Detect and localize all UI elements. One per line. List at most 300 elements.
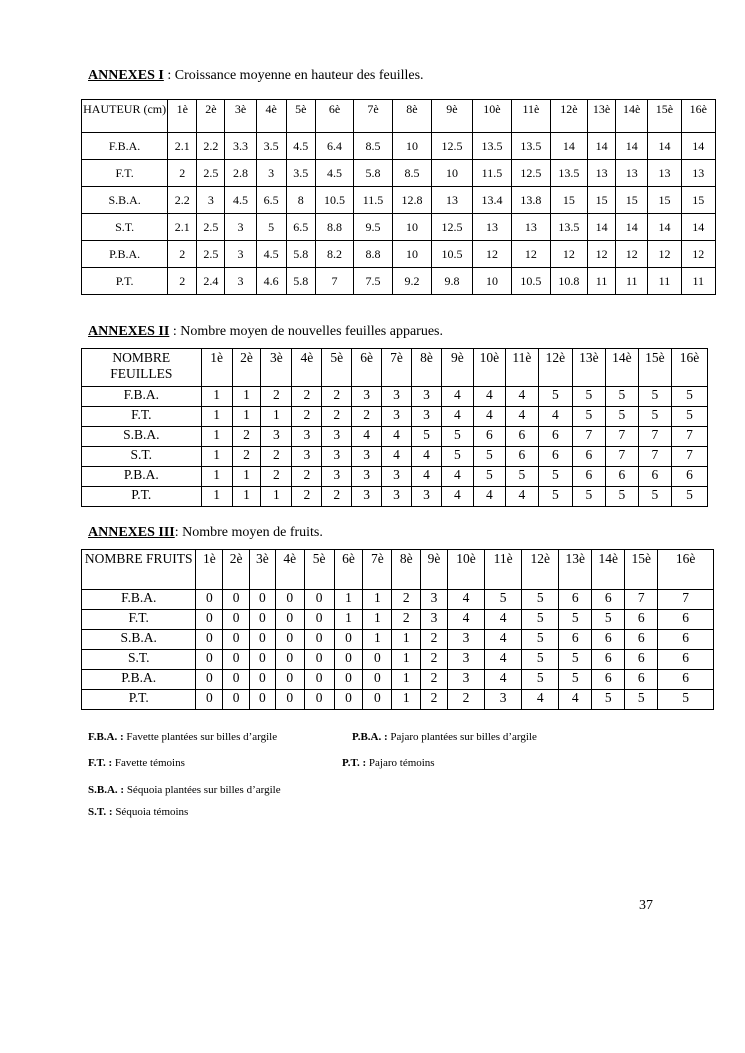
- table-cell: 2: [168, 268, 197, 295]
- table-cell: 3: [447, 650, 484, 670]
- row-label: F.B.A.: [82, 590, 196, 610]
- table-cell: 2.5: [197, 214, 225, 241]
- table-cell: 4: [538, 407, 572, 427]
- table-cell: 3: [352, 387, 382, 407]
- table-cell: 5: [605, 407, 638, 427]
- table-cell: 3.5: [256, 133, 286, 160]
- table-cell: 6: [572, 467, 605, 487]
- table-cell: 2.2: [197, 133, 225, 160]
- table-cell: 2: [447, 690, 484, 710]
- table-cell: 0: [223, 690, 250, 710]
- table-cell: 0: [223, 650, 250, 670]
- column-header: 13è: [572, 349, 605, 387]
- table-cell: 1: [201, 447, 232, 467]
- annex2-heading: ANNEXES II: [88, 324, 170, 339]
- table-cell: 15: [588, 187, 616, 214]
- table-cell: 4: [485, 630, 522, 650]
- column-header: 15è: [638, 349, 671, 387]
- table-cell: 10.5: [512, 268, 550, 295]
- table-cell: 8.2: [315, 241, 353, 268]
- table-cell: 2: [322, 387, 352, 407]
- table-cell: 10: [432, 160, 473, 187]
- table-cell: 14: [550, 133, 587, 160]
- table-cell: 2: [421, 650, 448, 670]
- legend-ft-abbr: F.T. :: [88, 757, 113, 769]
- table-cell: 4: [485, 650, 522, 670]
- row-label: S.T.: [82, 447, 202, 467]
- table-cell: 2: [421, 670, 448, 690]
- table-cell: 14: [616, 214, 648, 241]
- legend-sba-abbr: S.B.A. :: [88, 784, 125, 796]
- table-cell: 6.5: [286, 214, 315, 241]
- table-cell: 13: [432, 187, 473, 214]
- table-cell: 7: [625, 590, 658, 610]
- row-label: F.B.A.: [82, 387, 202, 407]
- legend-ft-text: Favette témoins: [112, 757, 185, 769]
- table-cell: 3: [485, 690, 522, 710]
- table-cell: 0: [250, 670, 276, 690]
- table-cell: 3: [322, 447, 352, 467]
- table-cell: 6: [505, 447, 538, 467]
- table-cell: 3.5: [286, 160, 315, 187]
- table-cell: 4: [447, 610, 484, 630]
- page-number: 37: [639, 898, 653, 913]
- legend-pt-text: Pajaro témoins: [366, 757, 435, 769]
- table-cell: 11: [681, 268, 715, 295]
- table-cell: 2: [292, 487, 322, 507]
- column-header: 16è: [671, 349, 707, 387]
- table-cell: 2.5: [197, 160, 225, 187]
- table-cell: 1: [232, 387, 261, 407]
- annex3-heading: ANNEXES III: [88, 525, 175, 540]
- legend-st-abbr: S.T. :: [88, 806, 113, 818]
- column-header: 5è: [304, 550, 334, 590]
- table-cell: 8: [286, 187, 315, 214]
- table-cell: 2.2: [168, 187, 197, 214]
- table-cell: 12: [648, 241, 681, 268]
- table-cell: 3: [322, 427, 352, 447]
- column-header: 7è: [382, 349, 412, 387]
- table-cell: 4: [441, 407, 473, 427]
- table-cell: 7.5: [354, 268, 392, 295]
- column-header: 3è: [225, 100, 256, 133]
- table-cell: 13.8: [512, 187, 550, 214]
- table-row: [82, 241, 716, 268]
- table-cell: 2: [392, 590, 421, 610]
- table-cell: 1: [363, 590, 392, 610]
- table-cell: 1: [232, 467, 261, 487]
- table-cell: 0: [275, 650, 304, 670]
- table-cell: 10: [472, 268, 511, 295]
- row-label: F.T.: [82, 407, 202, 427]
- column-header: 12è: [522, 550, 559, 590]
- column-header: 12è: [550, 100, 587, 133]
- column-header: 15è: [625, 550, 658, 590]
- table-cell: 5: [522, 590, 559, 610]
- table-cell: 0: [363, 650, 392, 670]
- table-cell: 1: [363, 610, 392, 630]
- table-cell: 2: [168, 160, 197, 187]
- table-cell: 2.5: [197, 241, 225, 268]
- table-cell: 13.5: [472, 133, 511, 160]
- table-cell: 4: [382, 447, 412, 467]
- table-cell: 0: [304, 650, 334, 670]
- table-cell: 2: [232, 447, 261, 467]
- column-header: 3è: [261, 349, 292, 387]
- header-label-cell: NOMBRE FEUILLES: [82, 349, 202, 387]
- table-cell: 2: [292, 407, 322, 427]
- table-cell: 3: [412, 487, 442, 507]
- table-cell: 6.4: [315, 133, 353, 160]
- table-cell: 3: [352, 467, 382, 487]
- table-cell: 10: [392, 214, 431, 241]
- table-cell: 4: [441, 487, 473, 507]
- table-cell: 2.1: [168, 214, 197, 241]
- table-cell: 5: [572, 407, 605, 427]
- table-cell: 4: [473, 407, 505, 427]
- table-cell: 8.8: [354, 241, 392, 268]
- column-header: 14è: [616, 100, 648, 133]
- table-cell: 3: [352, 487, 382, 507]
- column-header: 1è: [168, 100, 197, 133]
- table-cell: 4.5: [286, 133, 315, 160]
- table-cell: 3: [421, 590, 448, 610]
- table-cell: 1: [201, 487, 232, 507]
- header-label-cell: NOMBRE FRUITS: [82, 550, 196, 590]
- column-header: 8è: [392, 100, 431, 133]
- table-row: [82, 650, 714, 670]
- table-cell: 8.5: [392, 160, 431, 187]
- legend-pba-text: Pajaro plantées sur billes d’argile: [387, 731, 537, 743]
- table-cell: 0: [275, 670, 304, 690]
- table-cell: 6: [592, 590, 625, 610]
- table-cell: 9.8: [432, 268, 473, 295]
- table-cell: 0: [223, 590, 250, 610]
- table-cell: 0: [196, 590, 223, 610]
- table-cell: 2: [292, 467, 322, 487]
- legend-fba-abbr: F.B.A. :: [88, 731, 124, 743]
- legend-pba-abbr: P.B.A. :: [352, 731, 388, 743]
- table-cell: 13: [588, 160, 616, 187]
- table-cell: 0: [196, 650, 223, 670]
- table-cell: 0: [223, 630, 250, 650]
- annex2-caption: : Nombre moyen de nouvelles feuilles apparues.: [169, 324, 444, 339]
- table-cell: 2: [421, 690, 448, 710]
- table-cell: 6: [658, 630, 714, 650]
- column-header: 7è: [354, 100, 392, 133]
- table-row: [82, 407, 708, 427]
- table-cell: 7: [658, 590, 714, 610]
- table-cell: 12.5: [512, 160, 550, 187]
- table-cell: 6: [473, 427, 505, 447]
- table-cell: 14: [616, 133, 648, 160]
- column-header: 4è: [292, 349, 322, 387]
- table-cell: 12.5: [432, 214, 473, 241]
- legend-st-text: Séquoia témoins: [112, 806, 189, 818]
- table-cell: 11.5: [354, 187, 392, 214]
- table-cell: 0: [334, 650, 363, 670]
- table-cell: 0: [304, 690, 334, 710]
- annex1-heading: ANNEXES I: [88, 68, 164, 83]
- column-header: 1è: [196, 550, 223, 590]
- table-cell: 6.5: [256, 187, 286, 214]
- table-cell: 6: [572, 447, 605, 467]
- table-cell: 4: [485, 670, 522, 690]
- table-cell: 3: [292, 447, 322, 467]
- table-cell: 2: [392, 610, 421, 630]
- table-cell: 2: [261, 447, 292, 467]
- row-label: S.T.: [82, 214, 168, 241]
- legend-ft: [88, 757, 185, 769]
- table-cell: 6: [638, 467, 671, 487]
- column-header: 3è: [250, 550, 276, 590]
- legend-fba-text: Favette plantées sur billes d’argile: [123, 731, 278, 743]
- table-cell: 3: [292, 427, 322, 447]
- table-cell: 7: [315, 268, 353, 295]
- table-cell: 5: [658, 690, 714, 710]
- table-cell: 10.5: [315, 187, 353, 214]
- table-cell: 5: [671, 487, 707, 507]
- table-cell: 3: [352, 447, 382, 467]
- table-cell: 4: [473, 387, 505, 407]
- table-cell: 6: [625, 670, 658, 690]
- annex1-title: [88, 68, 424, 84]
- table-cell: 5: [671, 387, 707, 407]
- table-cell: 5: [671, 407, 707, 427]
- table-cell: 0: [250, 630, 276, 650]
- legend-fba: [88, 731, 277, 743]
- table-cell: 0: [334, 630, 363, 650]
- row-label: P.T.: [82, 487, 202, 507]
- header-row: [82, 349, 708, 387]
- table-cell: 0: [304, 590, 334, 610]
- table-cell: 4.5: [256, 241, 286, 268]
- column-header: 12è: [538, 349, 572, 387]
- table-cell: 4: [559, 690, 592, 710]
- table-cell: 3: [447, 670, 484, 690]
- column-header: 8è: [412, 349, 442, 387]
- header-row: [82, 100, 716, 133]
- table-cell: 0: [334, 690, 363, 710]
- table-cell: 3.3: [225, 133, 256, 160]
- legend-st: [88, 806, 188, 818]
- table-cell: 0: [275, 590, 304, 610]
- table-cell: 1: [334, 610, 363, 630]
- table-row: [82, 630, 714, 650]
- table-cell: 1: [201, 387, 232, 407]
- table-cell: 13.5: [512, 133, 550, 160]
- table-cell: 4: [412, 467, 442, 487]
- column-header: 13è: [588, 100, 616, 133]
- table-cell: 4: [485, 610, 522, 630]
- annex1-caption: : Croissance moyenne en hauteur des feuilles.: [163, 68, 424, 83]
- row-label: S.B.A.: [82, 427, 202, 447]
- table-cell: 1: [261, 487, 292, 507]
- table-cell: 0: [275, 690, 304, 710]
- table-cell: 10.5: [432, 241, 473, 268]
- column-header: 14è: [605, 349, 638, 387]
- table-cell: 1: [232, 407, 261, 427]
- table-cell: 15: [616, 187, 648, 214]
- table-cell: 0: [223, 670, 250, 690]
- table-cell: 6: [559, 630, 592, 650]
- table-cell: 1: [261, 407, 292, 427]
- row-label: P.B.A.: [82, 670, 196, 690]
- column-header: 11è: [512, 100, 550, 133]
- column-header: 9è: [441, 349, 473, 387]
- table-cell: 6: [658, 650, 714, 670]
- table-cell: 0: [363, 690, 392, 710]
- table-cell: 15: [681, 187, 715, 214]
- table-cell: 4: [505, 407, 538, 427]
- table-cell: 0: [196, 630, 223, 650]
- table-cell: 12: [550, 241, 587, 268]
- table-cell: 13.5: [550, 160, 587, 187]
- column-header: 9è: [432, 100, 473, 133]
- table-cell: 9.5: [354, 214, 392, 241]
- table-cell: 12: [472, 241, 511, 268]
- table-cell: 12.8: [392, 187, 431, 214]
- table-cell: 12: [588, 241, 616, 268]
- table-cell: 9.2: [392, 268, 431, 295]
- column-header: 8è: [392, 550, 421, 590]
- column-header: 14è: [592, 550, 625, 590]
- table-cell: 14: [648, 133, 681, 160]
- legend-pba: [352, 731, 537, 743]
- table-row: [82, 214, 716, 241]
- table-cell: 5.8: [354, 160, 392, 187]
- table-row: [82, 670, 714, 690]
- table-cell: 5: [605, 387, 638, 407]
- table-cell: 5: [559, 610, 592, 630]
- table-cell: 2: [322, 487, 352, 507]
- annex3-caption: : Nombre moyen de fruits.: [174, 525, 323, 540]
- column-header: 10è: [472, 100, 511, 133]
- column-header: 6è: [315, 100, 353, 133]
- annex2-table: [81, 348, 708, 507]
- row-label: S.B.A.: [82, 187, 168, 214]
- column-header: 7è: [363, 550, 392, 590]
- column-header: 16è: [658, 550, 714, 590]
- row-label: P.B.A.: [82, 467, 202, 487]
- table-cell: 14: [588, 133, 616, 160]
- table-row: [82, 487, 708, 507]
- annex3-title: [88, 525, 323, 541]
- table-cell: 7: [605, 427, 638, 447]
- table-cell: 11: [648, 268, 681, 295]
- table-cell: 6: [605, 467, 638, 487]
- row-label: P.B.A.: [82, 241, 168, 268]
- row-label: S.B.A.: [82, 630, 196, 650]
- column-header: 10è: [447, 550, 484, 590]
- table-cell: 1: [392, 650, 421, 670]
- annex3-table: [81, 549, 714, 710]
- table-cell: 5: [522, 670, 559, 690]
- table-row: [82, 467, 708, 487]
- table-cell: 13: [472, 214, 511, 241]
- legend-sba-text: Séquoia plantées sur billes d’argile: [124, 784, 281, 796]
- table-cell: 2: [261, 387, 292, 407]
- table-cell: 0: [250, 590, 276, 610]
- column-header: 2è: [223, 550, 250, 590]
- table-row: [82, 610, 714, 630]
- table-row: [82, 690, 714, 710]
- column-header: 6è: [352, 349, 382, 387]
- table-cell: 4: [522, 690, 559, 710]
- column-header: 15è: [648, 100, 681, 133]
- table-row: [82, 387, 708, 407]
- row-label: F.B.A.: [82, 133, 168, 160]
- table-cell: 0: [196, 670, 223, 690]
- table-cell: 5: [522, 610, 559, 630]
- table-cell: 13: [616, 160, 648, 187]
- row-label: S.T.: [82, 650, 196, 670]
- column-header: 11è: [485, 550, 522, 590]
- table-cell: 6: [625, 630, 658, 650]
- table-cell: 5: [473, 467, 505, 487]
- table-cell: 6: [538, 447, 572, 467]
- table-cell: 5: [505, 467, 538, 487]
- column-header: 9è: [421, 550, 448, 590]
- table-cell: 6: [625, 610, 658, 630]
- table-cell: 0: [250, 610, 276, 630]
- table-cell: 11: [588, 268, 616, 295]
- legend-pt: [342, 757, 435, 769]
- table-cell: 12: [512, 241, 550, 268]
- table-cell: 1: [201, 467, 232, 487]
- table-cell: 2: [421, 630, 448, 650]
- table-cell: 4: [412, 447, 442, 467]
- table-cell: 0: [250, 690, 276, 710]
- column-header: 2è: [232, 349, 261, 387]
- table-cell: 5: [441, 447, 473, 467]
- table-cell: 5: [256, 214, 286, 241]
- table-cell: 1: [232, 487, 261, 507]
- header-label-cell: HAUTEUR (cm): [82, 100, 168, 133]
- table-cell: 3: [447, 630, 484, 650]
- table-row: [82, 268, 716, 295]
- table-cell: 14: [681, 214, 715, 241]
- column-header: 10è: [473, 349, 505, 387]
- table-cell: 2.4: [197, 268, 225, 295]
- table-cell: 3: [225, 214, 256, 241]
- column-header: 5è: [322, 349, 352, 387]
- table-cell: 1: [201, 407, 232, 427]
- row-label: F.T.: [82, 160, 168, 187]
- table-cell: 6: [658, 610, 714, 630]
- table-cell: 4: [505, 387, 538, 407]
- table-cell: 6: [671, 467, 707, 487]
- column-header: 6è: [334, 550, 363, 590]
- column-header: 4è: [256, 100, 286, 133]
- table-cell: 10.8: [550, 268, 587, 295]
- table-cell: 6: [559, 590, 592, 610]
- column-header: 2è: [197, 100, 225, 133]
- table-cell: 4.6: [256, 268, 286, 295]
- table-cell: 0: [275, 630, 304, 650]
- column-header: 16è: [681, 100, 715, 133]
- table-cell: 4: [441, 467, 473, 487]
- annex2-title: [88, 324, 443, 340]
- table-cell: 4: [505, 487, 538, 507]
- table-row: [82, 590, 714, 610]
- table-cell: 2: [261, 467, 292, 487]
- table-cell: 0: [196, 610, 223, 630]
- table-cell: 7: [605, 447, 638, 467]
- table-cell: 5: [592, 610, 625, 630]
- table-cell: 0: [334, 670, 363, 690]
- annex1-table: [81, 99, 716, 295]
